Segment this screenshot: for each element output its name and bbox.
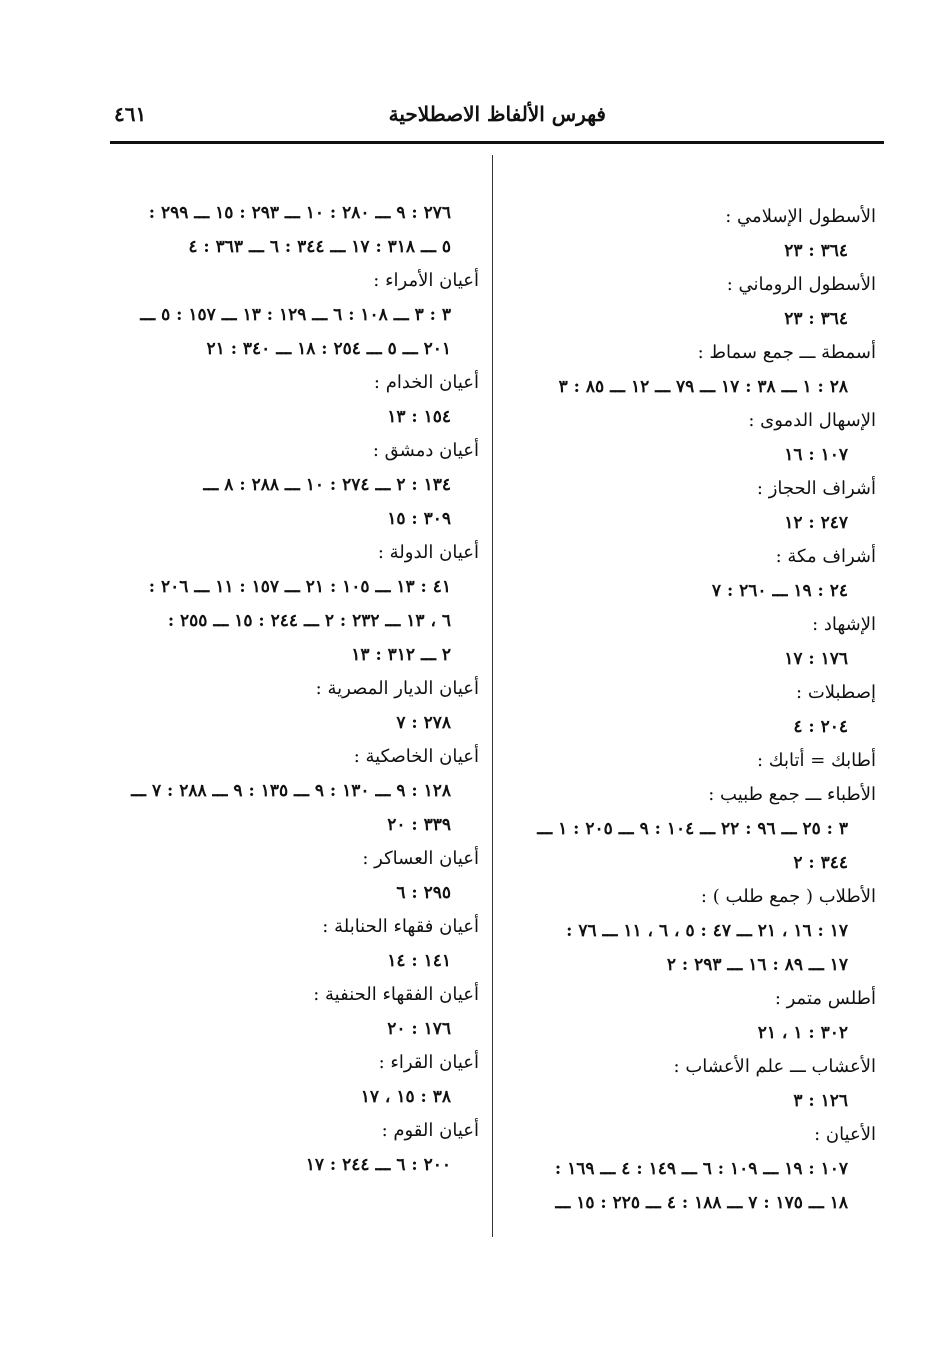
- index-entry: [505, 982, 876, 1050]
- page-references: ١٠٧ : ١٩ ـــ ١٠٩ : ٦ ـــ ١٤٩ : ٤ ـــ ١٦٩ :: [554, 1159, 848, 1179]
- page-references: ١٧٦ : ١٧: [784, 649, 848, 669]
- index-entry: [108, 740, 479, 842]
- index-entry: [505, 540, 876, 608]
- index-entry: [505, 472, 876, 540]
- page-references: ٣٣٩ : ٢٠: [387, 815, 451, 835]
- page-references: ٢٠٠ : ٦ ـــ ٢٤٤ : ١٧: [305, 1155, 451, 1175]
- index-entry: [505, 404, 876, 472]
- index-term: أشراف الحجاز :: [756, 478, 876, 499]
- index-entry: [108, 434, 479, 536]
- index-entry: [108, 1114, 479, 1182]
- page-references: ٣ : ٣ ـــ ١٠٨ : ٦ ـــ ١٢٩ : ١٣ ـــ ١٥٧ : ٥ ـــ: [140, 305, 451, 325]
- header-rule: [110, 141, 884, 144]
- page-references: ٢٠١ ـــ ٥ ـــ ٢٥٤ : ١٨ ـــ ٣٤٠ : ٢١: [206, 339, 451, 359]
- page-references: ٥ ـــ ٣١٨ : ١٧ ـــ ٣٤٤ : ٦ ـــ ٣٦٣ : ٤: [188, 237, 451, 257]
- index-term: أسمطة ـــ جمع سماط :: [697, 342, 876, 363]
- right-column: [505, 200, 876, 1220]
- index-term: الأعشاب ـــ علم الأعشاب :: [673, 1056, 876, 1077]
- page-number: ٤٦١: [114, 102, 147, 126]
- index-term: أعيان الديار المصرية :: [315, 678, 479, 699]
- page-references: ١٥٤ : ١٣: [387, 407, 451, 427]
- page-references: ٦ ، ١٣ ـــ ٢٣٢ : ٢ ـــ ٢٤٤ : ١٥ ـــ ٢٥٥ :: [167, 611, 451, 631]
- page-references: ٢٤ : ١٩ ـــ ٢٦٠ : ٧: [711, 581, 848, 601]
- page-references: ٣ : ٢٥ ـــ ٩٦ : ٢٢ ـــ ١٠٤ : ٩ ـــ ٢٠٥ : ١ ـــ: [537, 819, 848, 839]
- index-term: أطابك = أتابك :: [757, 750, 876, 771]
- index-entry: [108, 366, 479, 434]
- index-entry: [505, 608, 876, 676]
- page-references: ٢٨ : ١ ـــ ٣٨ : ١٧ ـــ ٧٩ ـــ ١٢ ـــ ٨٥ : ٣: [558, 377, 848, 397]
- index-entry: [108, 264, 479, 366]
- index-entry: [505, 336, 876, 404]
- page-references: ٢٧٦ : ٩ ـــ ٢٨٠ : ١٠ ـــ ٢٩٣ : ١٥ ـــ ٢٩٩ :: [148, 203, 451, 223]
- page-references: ٤١ : ١٣ ـــ ١٠٥ : ٢١ ـــ ١٥٧ : ١١ ـــ ٢٠٦ :: [148, 577, 451, 597]
- index-term: الأعيان :: [814, 1124, 876, 1145]
- page-references: ١٨ ـــ ١٧٥ : ٧ ـــ ١٨٨ : ٤ ـــ ٢٢٥ : ١٥ ـــ: [555, 1193, 848, 1213]
- index-term: إصطبلات :: [796, 682, 876, 703]
- index-term: الأطباء ـــ جمع طبيب :: [708, 784, 876, 805]
- index-term: الأطلاب ( جمع طلب ) :: [700, 886, 876, 907]
- index-entry: [505, 676, 876, 744]
- page-references: ١٢٨ : ٩ ـــ ١٣٠ : ٩ ـــ ١٣٥ : ٩ ـــ ٢٨٨ : ٧ ـــ: [131, 781, 451, 801]
- page-title: فهرس الألفاظ الاصطلاحية: [388, 102, 606, 126]
- index-entry: [108, 536, 479, 672]
- index-term: الإسهال الدموى :: [748, 410, 876, 431]
- page-references: ٢٧٨ : ٧: [396, 713, 451, 733]
- page-references: ٣٨ : ١٥ ، ١٧: [360, 1087, 451, 1107]
- index-entry: [505, 744, 876, 778]
- page-header: [110, 98, 884, 132]
- index-term: أعيان الخاصكية :: [353, 746, 479, 767]
- index-term: أعيان العساكر :: [362, 848, 479, 869]
- index-term: أعيان الفقهاء الحنفية :: [313, 984, 479, 1005]
- index-entry: [108, 978, 479, 1046]
- page-references: ١٤١ : ١٤: [387, 951, 451, 971]
- page-references: ١٧ ـــ ٨٩ : ١٦ ـــ ٢٩٣ : ٢: [666, 955, 848, 975]
- index-entry: [505, 880, 876, 982]
- index-term: أعيان القوم :: [381, 1120, 479, 1141]
- page-references: ٣٦٤ : ٢٣: [784, 241, 848, 261]
- page-references: ٢٤٧ : ١٢: [784, 513, 848, 533]
- index-term: الأسطول الروماني :: [726, 274, 876, 295]
- column-divider: [492, 155, 493, 1237]
- index-term: الأسطول الإسلامي :: [725, 206, 876, 227]
- index-entry: [505, 268, 876, 336]
- index-term: أشراف مكة :: [775, 546, 876, 567]
- index-term: أطلس متمر :: [774, 988, 876, 1009]
- index-term: أعيان الدولة :: [377, 542, 479, 563]
- index-entry: [108, 672, 479, 740]
- page-references: ١٣٤ : ٢ ـــ ٢٧٤ : ١٠ ـــ ٢٨٨ : ٨ ـــ: [203, 475, 451, 495]
- page-references: ٣٦٤ : ٢٣: [784, 309, 848, 329]
- index-term: أعيان فقهاء الحنابلة :: [322, 916, 479, 937]
- page-references: ٣٠٩ : ١٥: [387, 509, 451, 529]
- index-entry: [108, 1046, 479, 1114]
- index-entry: [108, 196, 479, 264]
- page-references: ١٢٦ : ٣: [793, 1091, 848, 1111]
- index-entry: [505, 200, 876, 268]
- page-references: ١٧ : ١٦ ، ٢١ ـــ ٤٧ : ٥ ، ٦ ، ١١ ـــ ٧٦ :: [566, 921, 848, 941]
- page-references: ٣٤٤ : ٢: [793, 853, 848, 873]
- index-term: الإشهاد :: [812, 614, 876, 635]
- index-term: أعيان الأمراء :: [373, 270, 479, 291]
- index-entry: [505, 1118, 876, 1220]
- index-term: أعيان الخدام :: [373, 372, 479, 393]
- page-references: ٢ ـــ ٣١٢ : ١٣: [351, 645, 451, 665]
- page-references: ١٠٧ : ١٦: [784, 445, 848, 465]
- page-references: ٢٠٤ : ٤: [793, 717, 848, 737]
- page-references: ٢٩٥ : ٦: [396, 883, 451, 903]
- index-entry: [505, 778, 876, 880]
- index-entry: [108, 842, 479, 910]
- left-column: [108, 196, 479, 1182]
- index-entry: [505, 1050, 876, 1118]
- page-references: ٣٠٢ : ١ ، ٢١: [757, 1023, 848, 1043]
- index-term: أعيان القراء :: [378, 1052, 479, 1073]
- page-references: ١٧٦ : ٢٠: [387, 1019, 451, 1039]
- index-term: أعيان دمشق :: [372, 440, 479, 461]
- index-entry: [108, 910, 479, 978]
